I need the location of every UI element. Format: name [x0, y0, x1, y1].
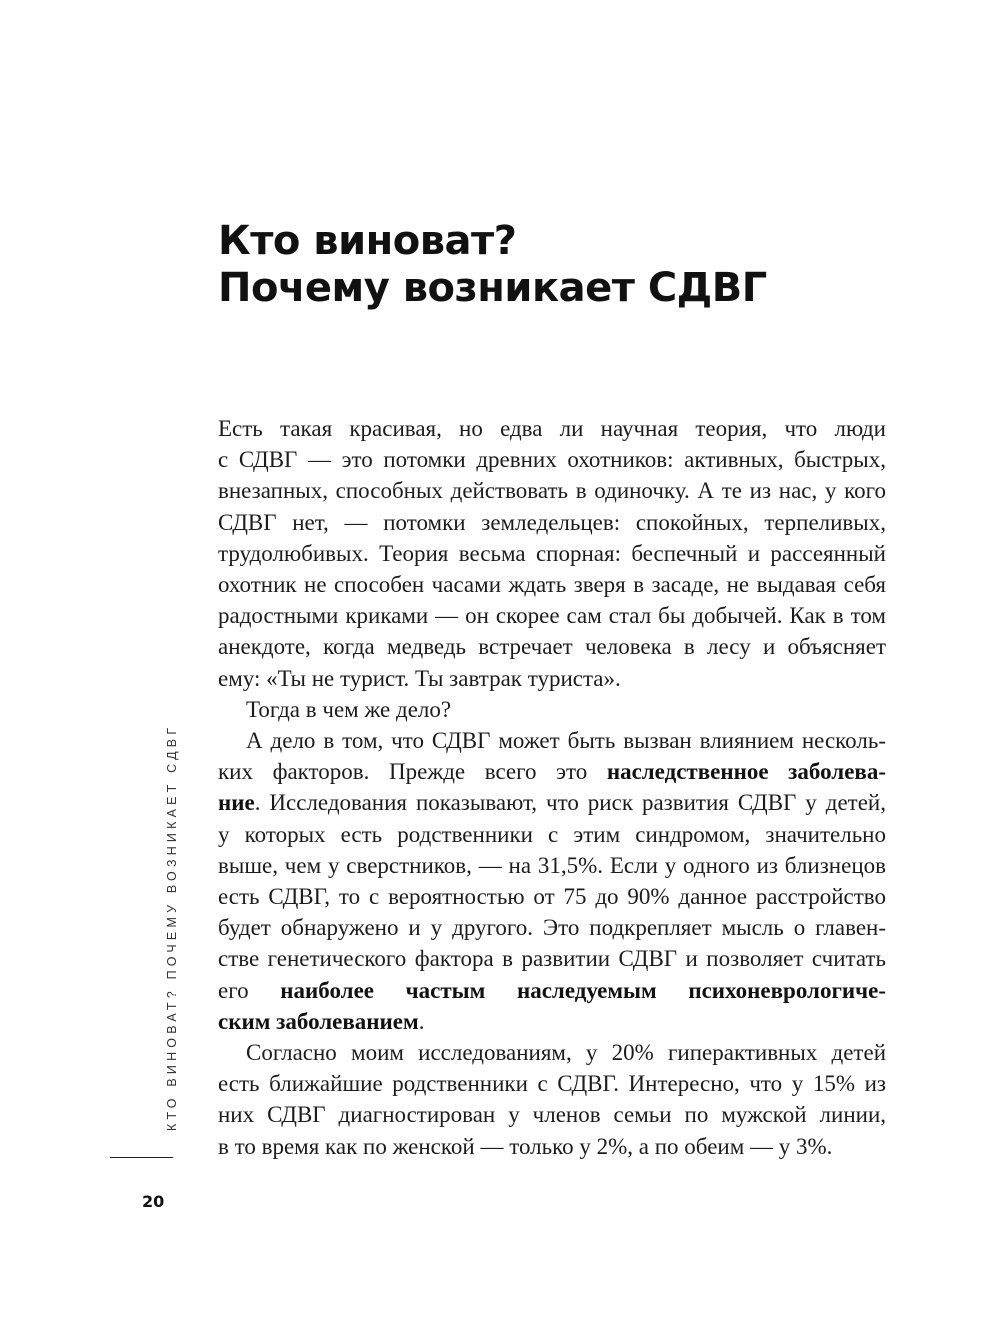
text-line [218, 756, 886, 787]
text-line: трудолюбивых. Теория весьма спорная: беспечный и рассеянный [218, 540, 886, 566]
text-line: А дело в том, что СДВГ может быть вызван влиянием несколь- [246, 728, 886, 754]
text-line: у которых есть родственники с этим синдромом, значительно [218, 821, 886, 847]
text-line: есть ближайшие родственники с СДВГ. Интересно, что у 15% из [218, 1071, 886, 1097]
text-line: анекдоте, когда медведь встречает человека в лесу и объясняет [218, 634, 886, 660]
text-line: внезапных, способных действовать в одиночку. А те из нас, у кого [218, 478, 886, 504]
chapter-title-line-1: Кто виноват? [218, 218, 517, 264]
emphasis-most-frequent-disease-end: ским заболеванием [218, 1008, 419, 1034]
text-line: ему: «Ты не турист. Ты завтрак туриста». [218, 665, 621, 691]
text-line: охотник не способен часами ждать зверя в засаде, не выдавая себя [218, 572, 886, 598]
body-text [218, 413, 886, 1162]
text-fragment: ких факторов. Прежде всего это [218, 759, 607, 785]
text-line: стве генетического фактора в развитии СДВГ и позволяет считать [218, 946, 886, 972]
text-line: с СДВГ — это потомки древних охотников: активных, быстрых, [218, 447, 886, 473]
text-line: выше, чем у сверстников, — на 31,5%. Если у одного из близнецов [218, 852, 886, 878]
paragraph-3 [218, 725, 886, 1037]
text-fragment: . [418, 1008, 425, 1034]
paragraph-2 [218, 694, 886, 725]
text-line [218, 1006, 886, 1037]
text-line: есть СДВГ, то с вероятностью от 75 до 90% данное расстройство [218, 884, 886, 910]
text-line [218, 975, 886, 1006]
chapter-title [218, 218, 767, 312]
emphasis-hereditary-disease-end: ние [218, 790, 255, 816]
emphasis-most-frequent-disease: наиболее частым наследуемым психоневрологиче- [280, 977, 886, 1003]
text-fragment: его [218, 977, 281, 1003]
text-line: в то время как по женской — только у 2%, а по обеим — у 3%. [218, 1133, 833, 1159]
footer-rule [110, 1157, 173, 1158]
text-line [218, 787, 886, 818]
page-number: 20 [142, 1192, 165, 1211]
running-head: КТО ВИНОВАТ? ПОЧЕМУ ВОЗНИКАЕТ СДВГ [165, 723, 179, 1131]
chapter-title-line-2: Почему возникает СДВГ [218, 265, 767, 311]
text-line: будет обнаружено и у другого. Это подкрепляет мысль о главен- [218, 915, 886, 941]
emphasis-hereditary-disease: наследственное заболева- [606, 759, 886, 785]
text-line: радостными криками — он скорее сам стал бы добычей. Как в том [218, 603, 886, 629]
paragraph-4 [218, 1037, 886, 1162]
text-line: Тогда в чем же дело? [246, 696, 452, 722]
text-line: них СДВГ диагностирован у членов семьи по мужской линии, [218, 1102, 886, 1128]
text-line: Есть такая красивая, но едва ли научная теория, что люди [218, 416, 886, 441]
text-line: Согласно моим исследованиям, у 20% гиперактивных детей [246, 1040, 886, 1066]
text-fragment: . Исследования показывают, что риск развития СДВГ у детей, [254, 790, 886, 816]
paragraph-1 [218, 413, 886, 694]
text-line: СДВГ нет, — потомки земледельцев: спокойных, терпеливых, [218, 509, 886, 535]
